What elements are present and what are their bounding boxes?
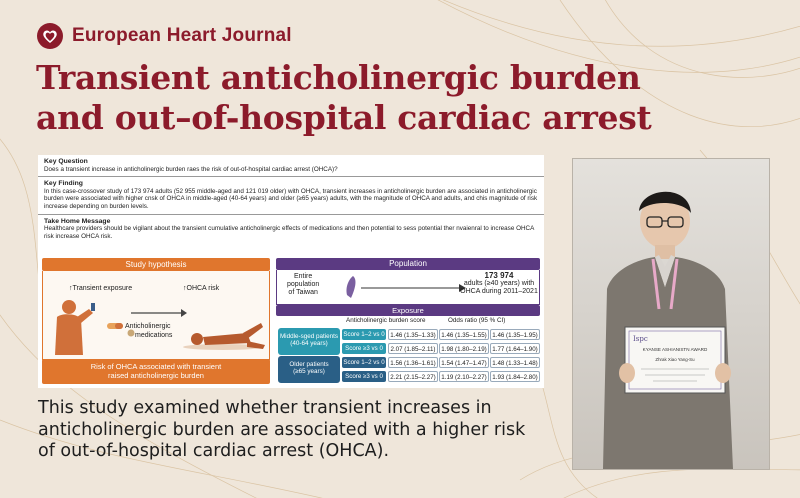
- title-line-2: and out–of-hospital cardiac arrest: [36, 98, 652, 137]
- or-cell: 1.19 (2.10–2.27): [439, 371, 489, 382]
- key-question-text: Does a transient increase in anticholinergic burden raes the risk of out-of-hospital cardiac arrest (OHCA)?: [44, 165, 338, 173]
- table-row: [342, 356, 540, 369]
- score-cell: Score 1–2 vs 0: [343, 331, 385, 338]
- or-cell: 1.46 (1.35–1.95): [490, 329, 540, 340]
- or-cell: 2.07 (1.85–2.11): [388, 343, 438, 354]
- hypothesis-body: [42, 271, 270, 360]
- or-cell: 1.46 (1.35–1.55): [439, 329, 489, 340]
- ohca-risk-label: ↑OHCA risk: [183, 285, 220, 292]
- population-header: Population: [276, 258, 540, 270]
- brand-header: [36, 22, 292, 50]
- entire-line-1: Entire: [294, 273, 313, 280]
- or-cell: 1.46 (1.35–1.33): [388, 329, 438, 340]
- caption-line-3: of out-of-hospital cardiac arrest (OHCA).: [38, 441, 390, 461]
- medications-line-1: Anticholinergic: [125, 323, 171, 330]
- group-label-line-1: Older patients: [289, 361, 329, 368]
- medications-line-2: medications: [135, 332, 173, 339]
- or-cell: 1.56 (1.36–1.61): [388, 357, 438, 368]
- table-row: [342, 342, 540, 355]
- take-home-heading: Take Home Message: [44, 217, 111, 225]
- page-title: [36, 58, 716, 138]
- person-with-certificate-image: [573, 159, 769, 469]
- or-cell: 1.48 (1.33–1.48): [490, 357, 540, 368]
- journal-name: European Heart Journal: [72, 25, 292, 46]
- or-cell: 2.21 (2.15–2.27): [388, 371, 438, 382]
- exposure-header: Exposure: [276, 305, 540, 316]
- or-cell: 1.54 (1.47–1.47): [439, 357, 489, 368]
- key-finding-text: In this case-crossover study of 173 974 adults (52 955 middle-aged and 121 019 older) with OHCA, transient increases in anticholinergic burden are associated in anticholinergic burden were associated with higher cnsk of OHCA in middle-aged (40-64 years) and older (≥65 years) adults, with the magnitude of OHCA and adults, and chis magnitude of risk increase depending on burden levels.: [44, 187, 538, 210]
- population-desc-line-1: adults (≥40 years) with: [463, 280, 535, 287]
- group-older: [278, 356, 340, 383]
- graphical-abstract: [38, 255, 544, 388]
- population-count: 173 974: [484, 271, 514, 280]
- certificate-name-text: Zhrak Xiao Yang-Su: [655, 357, 695, 362]
- or-cell: 1.98 (1.80–2.19): [439, 343, 489, 354]
- caption-line-2: anticholinergic burden are associated with a higher risk: [38, 419, 526, 440]
- taiwan-map-icon: [339, 273, 469, 301]
- col-score-header: Anticholinergic burden score: [346, 317, 426, 324]
- hypothesis-footer: [42, 359, 270, 384]
- pill-icon: [107, 323, 135, 337]
- score-cell: Score 1–2 vs 0: [343, 359, 385, 366]
- hypothesis-header: Study hypothesis: [42, 258, 270, 271]
- key-question-heading: Key Question: [44, 158, 88, 165]
- title-line-1: Transient anticholinergic burden: [36, 58, 641, 97]
- col-or-header: Odds ratio (95 % CI): [448, 317, 506, 324]
- caption: [38, 398, 558, 463]
- author-photo: [572, 158, 770, 470]
- group-label-line-2: (≥65 years): [293, 368, 325, 375]
- person-drinking-icon: [55, 300, 95, 355]
- structured-abstract: [38, 155, 544, 255]
- key-finding-heading: Key Finding: [44, 180, 83, 188]
- or-cell: 1.77 (1.64–1.90): [490, 343, 540, 354]
- or-cell: 1.93 (1.84–2.80): [490, 371, 540, 382]
- entire-line-2: population: [287, 281, 320, 288]
- certificate-title-text: KYANSE ASHIANISTN AWARD: [642, 347, 708, 352]
- group-label-line-2: (40-64 years): [290, 340, 328, 347]
- certificate-icon: [625, 327, 725, 393]
- group-label-line-1: Middle-sged patients: [279, 333, 339, 340]
- score-cell: Score ≥3 vs 0: [342, 343, 386, 354]
- heart-logo-icon: [36, 22, 64, 50]
- collapsed-person-icon: [183, 323, 265, 350]
- population-exposure-panel: [276, 258, 540, 384]
- entire-line-3: of Taiwan: [288, 289, 318, 296]
- table-row: [342, 370, 540, 383]
- footer-line-1: Risk of OHCA associated with transient: [90, 362, 222, 371]
- score-cell: Score ≥3 vs 0: [342, 371, 386, 382]
- transient-exposure-label: ↑Transient exposure: [69, 285, 133, 292]
- hypothesis-illustration: [47, 293, 267, 357]
- caption-line-1: This study examined whether transient increases in: [38, 398, 492, 418]
- certificate-logo-text: Ispc: [633, 335, 648, 343]
- group-middle-aged: [278, 328, 340, 355]
- take-home-text: Healthcare providers should be vigilant about the transient cumulative anticholinergic effects of medications and then potential to sess potential ther nvaienral to increase OHCA risk increase OHCA risk.: [44, 225, 534, 240]
- hypothesis-panel: [42, 258, 270, 384]
- table-row: [342, 328, 540, 341]
- population-desc-line-2: OHCA during 2011–2021: [460, 288, 538, 295]
- footer-line-2: raised anticholinergic burden: [108, 371, 204, 380]
- population-body: [276, 270, 540, 305]
